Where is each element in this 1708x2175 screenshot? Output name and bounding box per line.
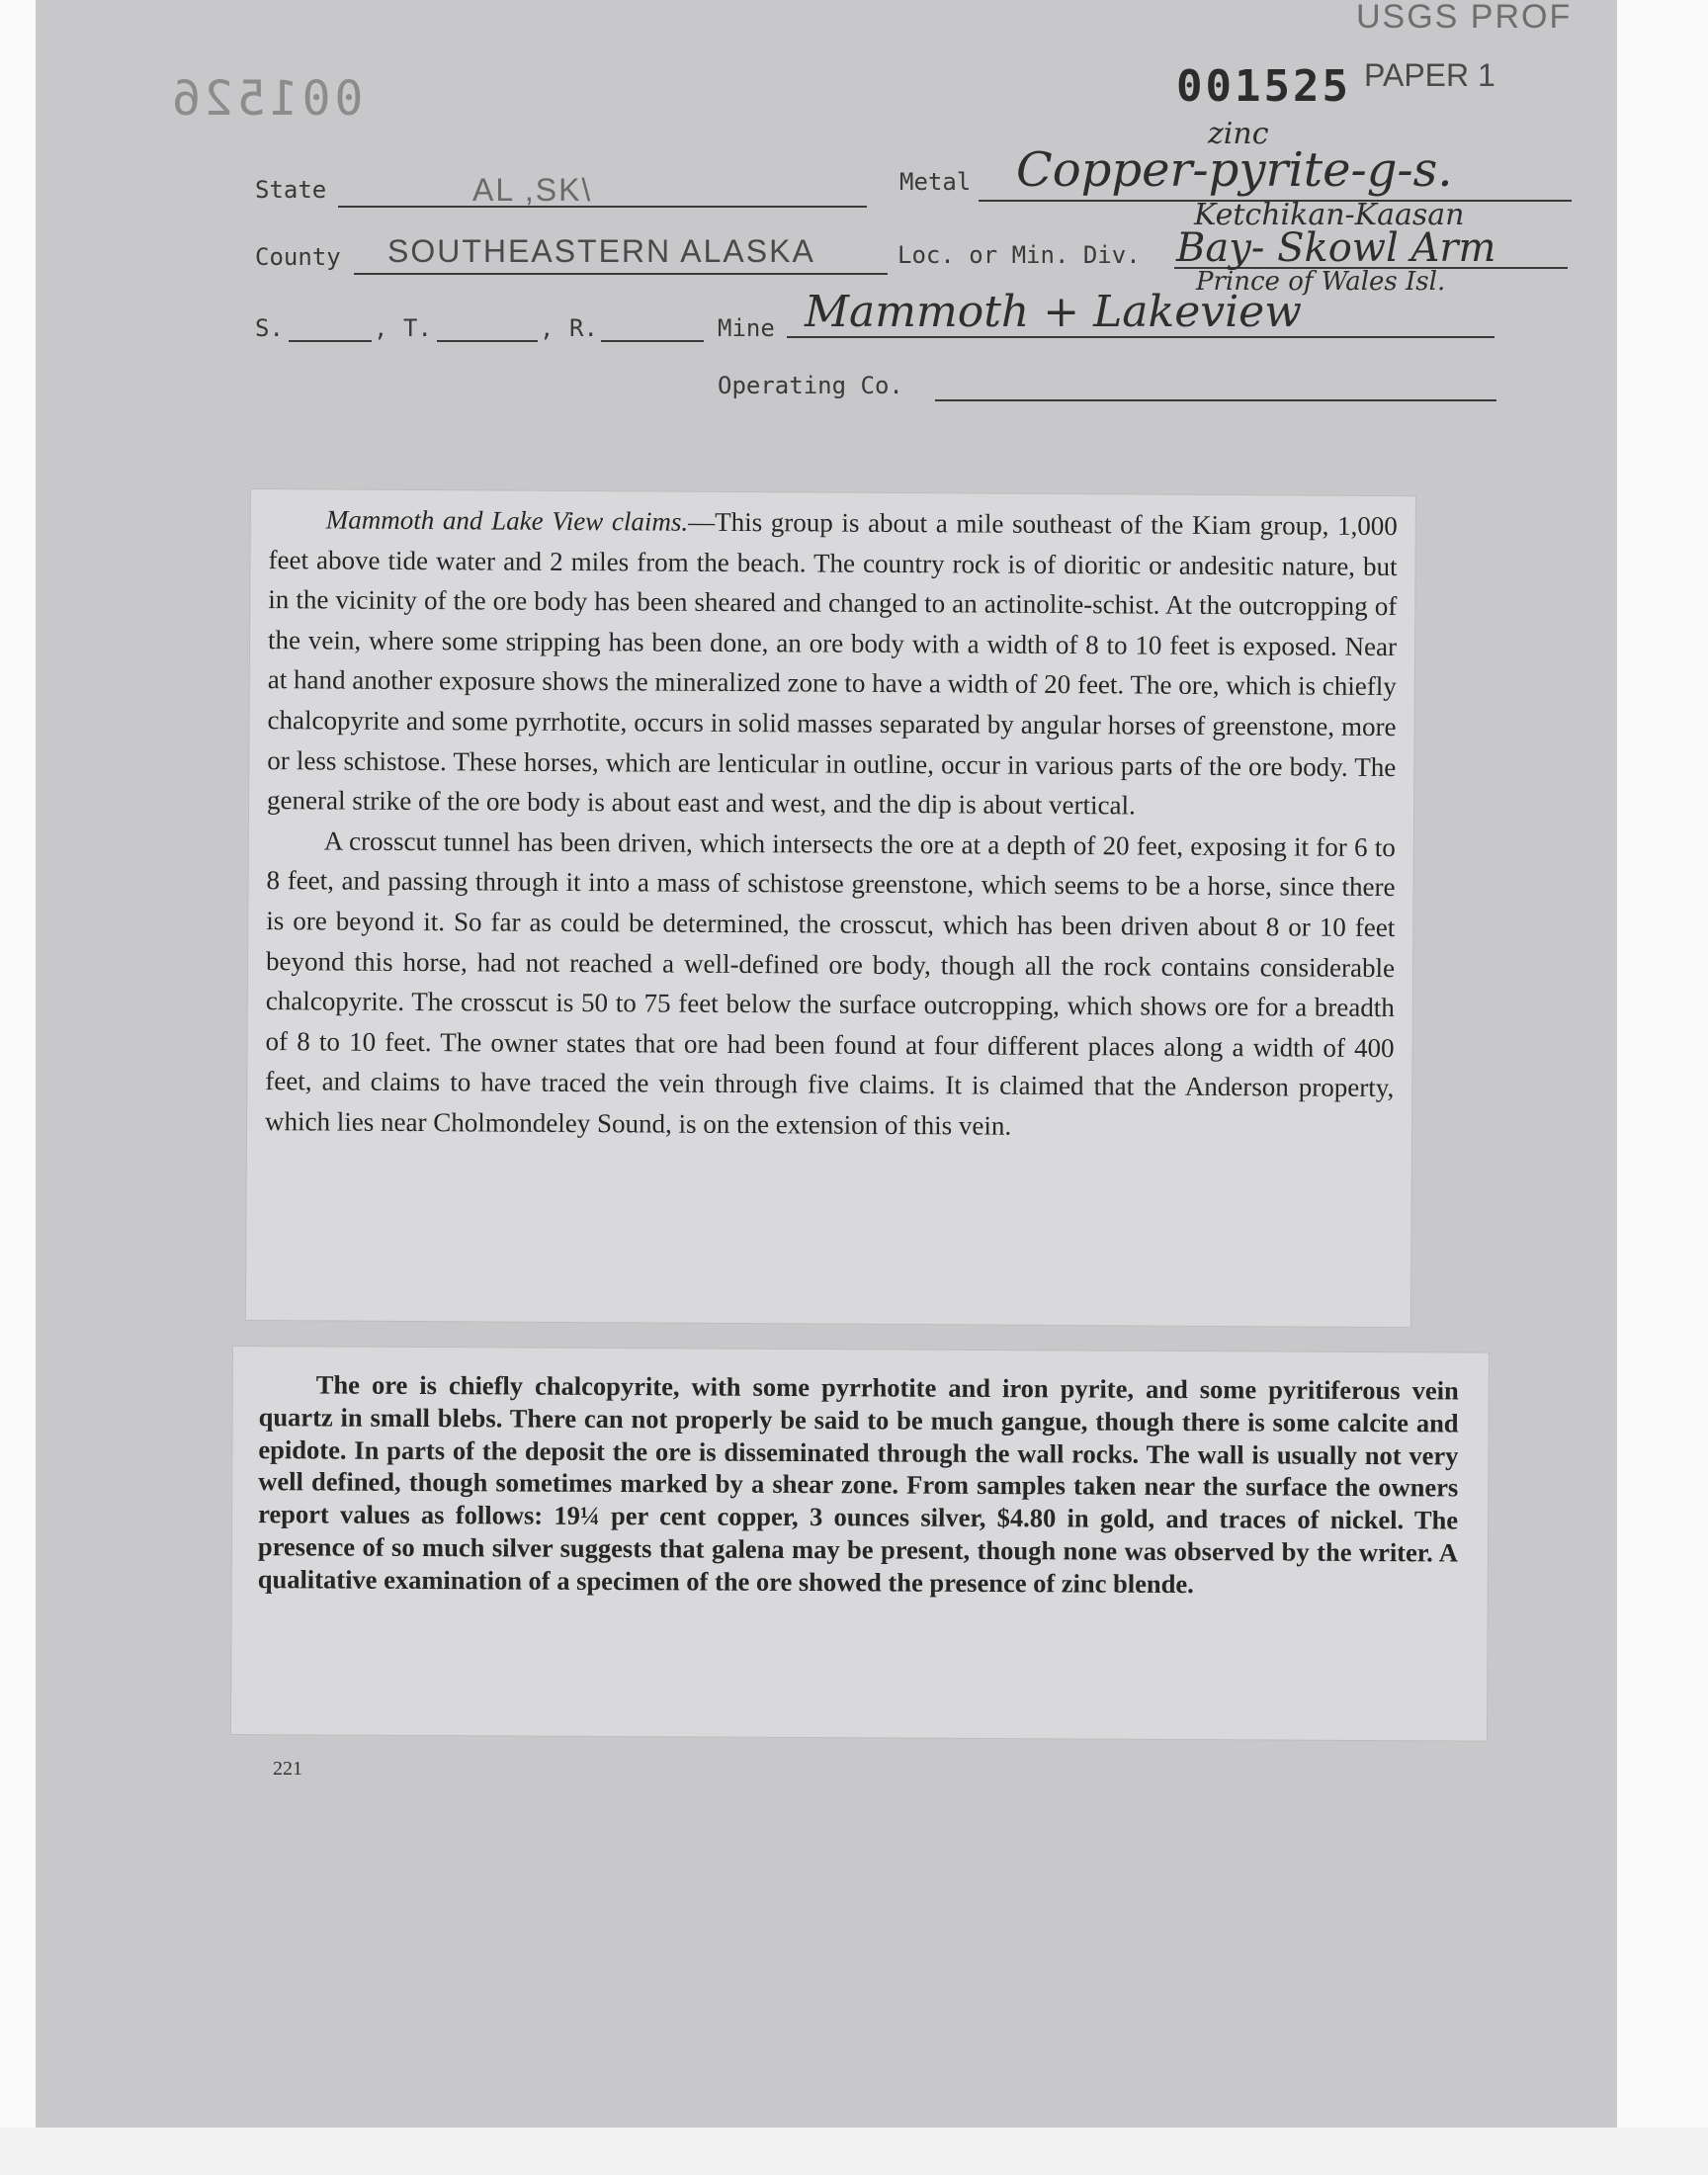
clipping1-p1-text: —This group is about a mile southeast of the Kiam group, 1,000 feet above tide water and 2 miles from the beach. The country rock is of dioritic or andesitic nature, but in the vicinity of the ore body has been sheared and changed to an actinolite-schist. At the outcropping of the vein, where some stripping has been done, an ore body with a width of 8 to 10 feet is exposed. Near at hand another exposure shows the mineralized zone to have a width of 20 feet. The ore, which is chiefly chalcopyrite and some pyrrhotite, occurs in solid masses separated by angular horses of greenstone, more or less schistose. These horses, which are lenticular in outline, occur in various parts of the ore body. The general strike of the ore body is about east and west, and the dip is about vertical. bbox=[266, 506, 1398, 821]
serial-number: 001525 bbox=[1176, 61, 1351, 112]
mine-label: Mine bbox=[718, 314, 775, 342]
mine-value: Mammoth + Lakeview bbox=[805, 287, 1302, 337]
state-label: State bbox=[255, 176, 327, 204]
mirrored-bleedthrough-number: 001526 bbox=[168, 71, 364, 127]
metal-value: Copper-pyrite-g-s. bbox=[1016, 142, 1453, 198]
metal-annotation: zinc bbox=[1208, 117, 1269, 151]
page-number: 221 bbox=[273, 1758, 302, 1780]
paper-label: PAPER 1 bbox=[1364, 57, 1495, 93]
county-label: County bbox=[255, 243, 341, 271]
state-value: AL ,SK\ bbox=[472, 172, 593, 208]
clipping-ore-description bbox=[231, 1347, 1489, 1741]
usgs-prof-stamp: USGS PROF bbox=[1356, 0, 1573, 36]
county-line bbox=[354, 273, 888, 275]
loc-label: Loc. or Min. Div. bbox=[897, 241, 1141, 269]
clipping1-paragraph2: A crosscut tunnel has been driven, which intersects the ore at a depth of 20 feet, exposing it for 6 to 8 feet, and passing through it into a mass of schistose greenstone, which seems to be a horse, since there is ore beyond it. So far as could be determined, the crosscut, which has been driven about 8 or 10 feet beyond this horse, had not reached a well-defined ore body, though all the rock contains considerable chalcopyrite. The crosscut is 50 to 75 feet below the surface outcropping, which shows ore for a breadth of 8 to 10 feet. The owner states that ore had been found at four different places along a width of 400 feet, and claims to have traced the vein through five claims. It is claimed that the Anderson property, which lies near Cholmondeley Sound, is on the extension of this vein. bbox=[265, 826, 1396, 1141]
range-label: R. bbox=[569, 314, 598, 342]
operating-co-label: Operating Co. bbox=[718, 372, 903, 399]
loc-value-line2: Bay- Skowl Arm bbox=[1176, 225, 1496, 271]
clipping2-paragraph1: The ore is chiefly chalcopyrite, with some pyrrhotite and iron pyrite, and some pyritiferous vein quartz in small blebs. There can not properly be said to be much gangue, though there is some calcite and epidote. In parts of the deposit the ore is disseminated through the wall rocks. The wall is usually not very well defined, though sometimes marked by a shear zone. From samples taken near the surface the owners report values as follows: 19¼ per cent copper, 3 ounces silver, $4.80 in gold, and traces of nickel. The presence of so much silver suggests that galena may be present, though none was observed by the writer. A qualitative examination of a specimen of the ore showed the presence of zinc blende. bbox=[257, 1369, 1459, 1599]
operating-co-line bbox=[935, 399, 1496, 401]
range-line bbox=[601, 340, 704, 342]
section-line bbox=[289, 340, 372, 342]
state-line bbox=[338, 206, 867, 208]
section-label: S. bbox=[255, 314, 284, 342]
clipping1-paragraph1 bbox=[267, 499, 1398, 827]
county-value: SOUTHEASTERN ALASKA bbox=[387, 233, 815, 269]
loc-value-line1: Ketchikan-Kaasan bbox=[1194, 198, 1465, 232]
township-line bbox=[437, 340, 538, 342]
clipping-mammoth-lake-view bbox=[246, 489, 1415, 1327]
metal-label: Metal bbox=[899, 168, 972, 196]
scan-bottom-margin bbox=[0, 2128, 1708, 2175]
loc-value-line3: Prince of Wales Isl. bbox=[1196, 267, 1446, 297]
township-label: T. bbox=[403, 314, 432, 342]
clipping1-caption: Mammoth and Lake View claims. bbox=[325, 504, 689, 537]
